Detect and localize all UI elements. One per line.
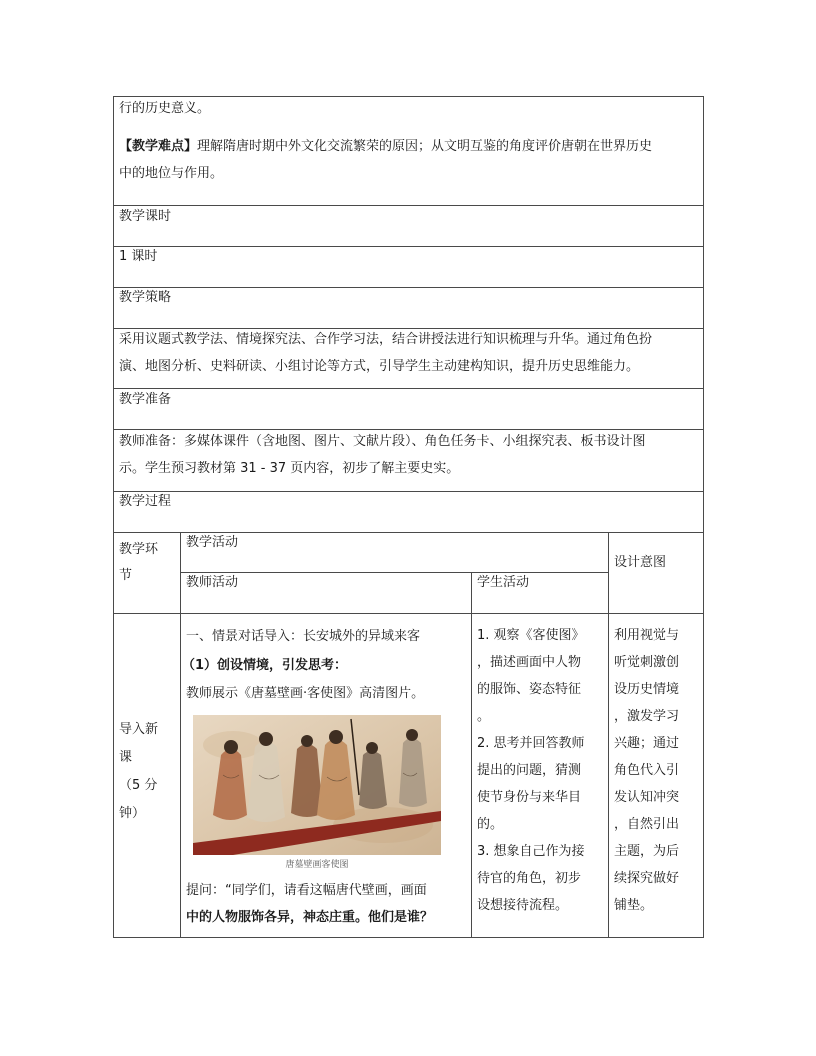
intent-line: ，自然引出 bbox=[614, 817, 680, 832]
intent-line: 主题，为后 bbox=[614, 844, 680, 859]
teacher-question-cont: 中的人物服饰各异，神态庄重。他们是谁？ bbox=[186, 910, 434, 925]
difficulty-label: 【教学难点】 bbox=[119, 139, 198, 154]
hours-value: 1 课时 bbox=[119, 249, 158, 264]
table-border bbox=[113, 205, 704, 206]
student-line: 待官的角色，初步 bbox=[477, 871, 582, 886]
student-line: 的。 bbox=[477, 817, 504, 832]
table-border bbox=[703, 96, 704, 938]
intent-line: 发认知冲突 bbox=[614, 790, 680, 805]
intent-cell bbox=[614, 622, 702, 919]
student-line: 提出的问题，猜测 bbox=[477, 763, 582, 778]
student-line: 1. 观察《客使图》 bbox=[477, 628, 585, 643]
table-border bbox=[180, 532, 181, 937]
student-line: 。 bbox=[477, 709, 491, 724]
image-caption: 唐墓壁画客使图 bbox=[285, 860, 349, 870]
teacher-show: 教师展示《唐墓壁画·客使图》高清图片。 bbox=[186, 686, 425, 701]
table-border bbox=[113, 937, 704, 938]
table-border bbox=[113, 613, 704, 614]
student-cell bbox=[477, 622, 605, 919]
strategy-header: 教学策略 bbox=[119, 290, 172, 305]
stage-cell bbox=[119, 716, 158, 828]
stage-line: （5 分 bbox=[119, 778, 158, 793]
stage-line: 钟） bbox=[119, 806, 146, 821]
table-border bbox=[113, 388, 704, 389]
significance-text: 行的历史意义。 bbox=[119, 101, 211, 116]
intent-line: 铺垫。 bbox=[614, 898, 654, 913]
teacher-question: 提问：“同学们，请看这幅唐代壁画，画面 bbox=[186, 883, 427, 898]
process-header: 教学过程 bbox=[119, 494, 172, 509]
intent-header: 设计意图 bbox=[614, 555, 667, 570]
prep-text-cont: 示。学生预习教材第 31 - 37 页内容，初步了解主要史实。 bbox=[119, 461, 460, 476]
difficulty-text-cont: 中的地位与作用。 bbox=[119, 166, 224, 181]
intent-line: 利用视觉与 bbox=[614, 628, 680, 643]
table-border bbox=[113, 287, 704, 288]
student-line: 设想接待流程。 bbox=[477, 898, 569, 913]
prep-header: 教学准备 bbox=[119, 392, 172, 407]
table-border bbox=[113, 246, 704, 247]
student-line: 2. 思考并回答教师 bbox=[477, 736, 585, 751]
student-line: 使节身份与来华目 bbox=[477, 790, 582, 805]
stage-header-cont: 节 bbox=[119, 568, 133, 583]
intent-line: 听觉刺激创 bbox=[614, 655, 680, 670]
difficulty-content: 理解隋唐时期中外文化交流繁荣的原因；从文明互鉴的角度评价唐朝在世界历史 bbox=[197, 139, 653, 154]
hours-header: 教学课时 bbox=[119, 209, 172, 224]
student-line: 3. 想象自己作为接 bbox=[477, 844, 585, 859]
teacher-title: 一、情景对话导入：长安城外的异域来客 bbox=[186, 629, 421, 644]
intent-line: 角色代入引 bbox=[614, 763, 680, 778]
intent-line: 兴趣；通过 bbox=[614, 736, 680, 751]
table-border bbox=[471, 572, 472, 937]
student-header: 学生活动 bbox=[477, 575, 530, 590]
intent-line: 设历史情境 bbox=[614, 682, 680, 697]
intent-line: ，激发学习 bbox=[614, 709, 680, 724]
teacher-header: 教师活动 bbox=[186, 575, 239, 590]
table-border bbox=[113, 491, 704, 492]
stage-line: 导入新 bbox=[119, 722, 159, 737]
strategy-text: 采用议题式教学法、情境探究法、合作学习法，结合讲授法进行知识梳理与升华。通过角色扮 bbox=[119, 332, 653, 347]
teacher-sub: （1）创设情境，引发思考： bbox=[182, 658, 348, 673]
prep-text: 教师准备：多媒体课件（含地图、图片、文献片段）、角色任务卡、小组探究表、板书设计图 bbox=[119, 434, 646, 449]
table-border bbox=[608, 532, 609, 937]
tang-mural-image bbox=[193, 715, 441, 855]
table-border bbox=[113, 96, 114, 938]
difficulty-text bbox=[119, 133, 652, 160]
student-line: ，描述画面中人物 bbox=[477, 655, 582, 670]
stage-header: 教学环 bbox=[119, 542, 159, 557]
strategy-text-cont: 演、地图分析、史料研读、小组讨论等方式，引导学生主动建构知识，提升历史思维能力。 bbox=[119, 359, 640, 374]
activity-header: 教学活动 bbox=[186, 535, 239, 550]
table-border bbox=[181, 572, 608, 573]
stage-line: 课 bbox=[119, 750, 133, 765]
intent-line: 续探究做好 bbox=[614, 871, 680, 886]
student-line: 的服饰、姿态特征 bbox=[477, 682, 582, 697]
